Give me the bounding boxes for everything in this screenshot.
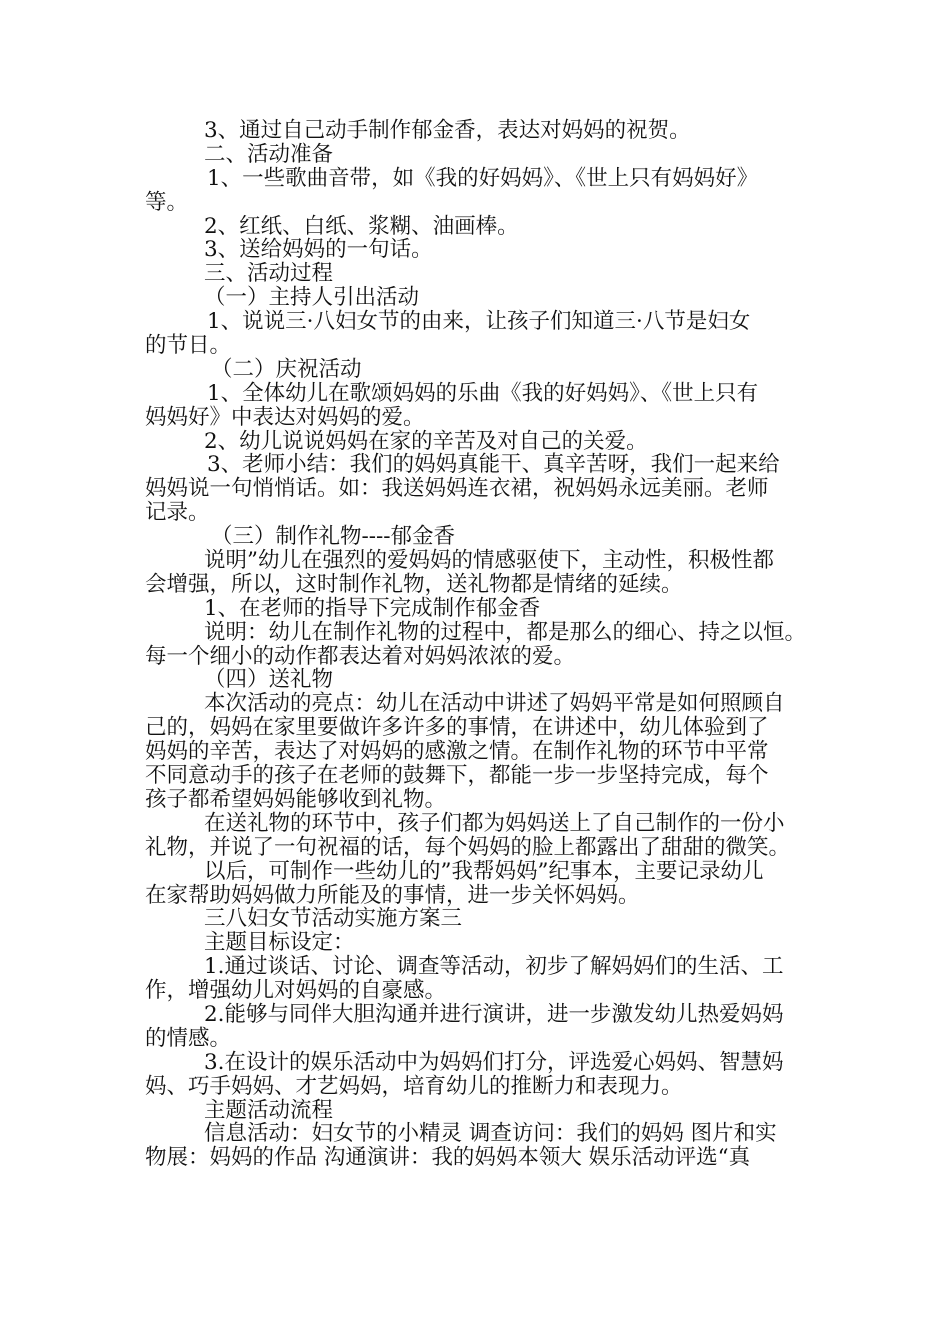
text-line: 己的，妈妈在家里要做许多许多的事情，在讲述中，幼儿体验到了 <box>145 715 769 741</box>
text-line: （一）主持人引出活动 <box>204 285 420 311</box>
text-line: 三八妇女节活动实施方案三 <box>204 906 463 932</box>
text-line: 3、老师小结：我们的妈妈真能干、真辛苦呀，我们一起来给 <box>207 452 780 478</box>
text-line: 信息活动：妇女节的小精灵 调查访问：我们的妈妈 图片和实 <box>204 1121 777 1147</box>
text-line: 三、活动过程 <box>204 261 334 287</box>
text-line: 妈妈的辛苦，表达了对妈妈的感激之情。在制作礼物的环节中平常 <box>145 739 769 765</box>
text-line: 3、送给妈妈的一句话。 <box>204 237 433 263</box>
text-line: 妈妈好》中表达对妈妈的爱。 <box>145 404 425 430</box>
text-line: （二）庆祝活动 <box>211 356 362 382</box>
text-line: 本次活动的亮点：幼儿在活动中讲述了妈妈平常是如何照顾自 <box>204 691 785 717</box>
text-line: 1、说说三·八妇女节的由来，让孩子们知道三·八节是妇女 <box>207 309 751 335</box>
text-line: 每一个细小的动作都表达着对妈妈浓浓的爱。 <box>145 643 576 669</box>
text-line: 说明”幼儿在强烈的爱妈妈的情感驱使下，主动性，积极性都 <box>204 548 774 574</box>
text-line: 主题目标设定： <box>204 930 355 956</box>
text-line: 作，增强幼儿对妈妈的自豪感。 <box>145 978 447 1004</box>
text-line: 以后，可制作一些幼儿的”我帮妈妈”纪事本，主要记录幼儿 <box>204 858 764 884</box>
text-line: 妈妈说一句悄悄话。如：我送妈妈连衣裙，祝妈妈永远美丽。老师 <box>145 476 769 502</box>
text-line: 1、全体幼儿在歌颂妈妈的乐曲《我的好妈妈》、《世上只有 <box>207 380 759 406</box>
text-line: 不同意动手的孩子在老师的鼓舞下，都能一步一步坚持完成，每个 <box>145 763 769 789</box>
text-line: 2.能够与同伴大胆沟通并进行演讲，进一步激发幼儿热爱妈妈 <box>204 1001 784 1027</box>
text-line: 礼物，并说了一句祝福的话，每个妈妈的脸上都露出了甜甜的微笑。 <box>145 834 791 860</box>
text-line: 在送礼物的环节中，孩子们都为妈妈送上了自己制作的一份小 <box>204 810 785 836</box>
text-line: （三）制作礼物----郁金香 <box>211 524 456 550</box>
text-line: 说明：幼儿在制作礼物的过程中，都是那么的细心、持之以恒。 <box>204 619 807 645</box>
text-line: 会增强，所以，这时制作礼物，送礼物都是情绪的延续。 <box>145 571 683 597</box>
text-line: 3.在设计的娱乐活动中为妈妈们打分，评选爱心妈妈、智慧妈 <box>204 1049 784 1075</box>
text-line: 主题活动流程 <box>204 1097 334 1123</box>
text-line: 在家帮助妈妈做力所能及的事情，进一步关怀妈妈。 <box>145 882 640 908</box>
text-line: 孩子都希望妈妈能够收到礼物。 <box>145 786 447 812</box>
text-line: 的节日。 <box>145 333 232 359</box>
text-line: 2、幼儿说说妈妈在家的辛苦及对自己的关爱。 <box>204 428 648 454</box>
text-line: 妈、巧手妈妈、才艺妈妈，培育幼儿的推断力和表现力。 <box>145 1073 683 1099</box>
text-line: 1、一些歌曲音带，如《我的好妈妈》、《世上只有妈妈好》 <box>207 165 759 191</box>
document-body <box>145 119 807 1170</box>
text-line: 物展：妈妈的作品 沟通演讲：我的妈妈本领大 娱乐活动评选“真 <box>145 1145 751 1171</box>
text-line: 二、活动准备 <box>204 141 334 167</box>
text-line: 1.通过谈话、讨论、调查等活动，初步了解妈妈们的生活、工 <box>204 954 784 980</box>
text-line: 等。 <box>145 189 189 215</box>
text-line: 1、在老师的指导下完成制作郁金香 <box>204 595 541 621</box>
text-line: （四）送礼物 <box>204 667 334 693</box>
text-line: 记录。 <box>145 500 210 526</box>
text-line: 3、通过自己动手制作郁金香，表达对妈妈的祝贺。 <box>204 118 691 143</box>
text-line: 的情感。 <box>145 1025 232 1051</box>
text-line: 2、红纸、白纸、浆糊、油画棒。 <box>204 213 519 239</box>
